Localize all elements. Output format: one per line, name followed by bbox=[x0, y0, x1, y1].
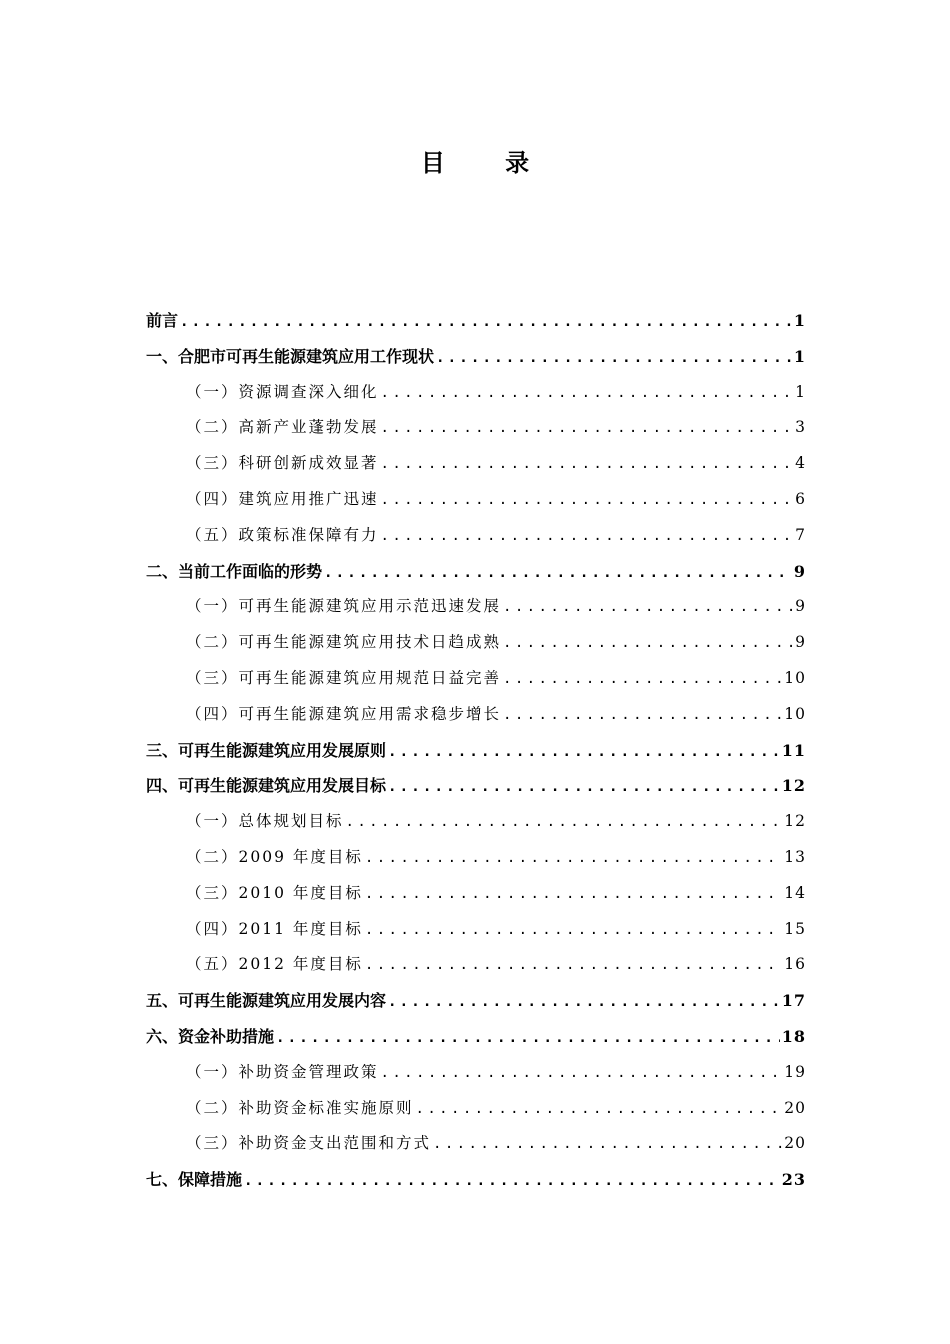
toc-entry-label: （四）2011 年度目标 bbox=[186, 919, 363, 938]
toc-page-number: 3 bbox=[795, 418, 806, 437]
toc-page-number: 13 bbox=[784, 847, 806, 866]
toc-page-number: 16 bbox=[784, 955, 806, 974]
toc-section-entry[interactable] bbox=[146, 876, 806, 912]
toc-section-entry[interactable] bbox=[146, 410, 806, 446]
toc-dot-leader bbox=[501, 626, 793, 662]
toc-section-entry[interactable] bbox=[146, 482, 806, 518]
toc-page-number: 9 bbox=[795, 633, 806, 652]
toc-page-number: 1 bbox=[795, 382, 806, 401]
toc-section-entry[interactable] bbox=[146, 625, 806, 661]
toc-section-entry[interactable] bbox=[146, 1055, 806, 1091]
toc-dot-leader bbox=[501, 590, 793, 626]
toc-page-number: 18 bbox=[781, 1026, 806, 1046]
toc-dot-leader bbox=[379, 1056, 783, 1092]
toc-page-number: 7 bbox=[795, 525, 806, 544]
toc-entry-label: （二）补助资金标准实施原则 bbox=[186, 1098, 414, 1117]
toc-page-number: 11 bbox=[781, 740, 806, 760]
toc-dot-leader bbox=[379, 519, 794, 555]
toc-chapter-entry[interactable] bbox=[146, 339, 806, 375]
toc-entry-label: （三）补助资金支出范围和方式 bbox=[186, 1134, 432, 1153]
toc-dot-leader bbox=[379, 483, 794, 519]
toc-dot-leader bbox=[178, 305, 792, 341]
page-title: 目 录 bbox=[420, 148, 556, 177]
toc-page-number: 17 bbox=[781, 991, 806, 1011]
toc-chapter-entry[interactable] bbox=[146, 303, 806, 339]
toc-entry-label: 六、资金补助措施 bbox=[146, 1026, 275, 1046]
toc-entry-label: 一、合肥市可再生能源建筑应用工作现状 bbox=[146, 346, 435, 366]
toc-entry-label: 二、当前工作面临的形势 bbox=[146, 561, 323, 581]
toc-entry-label: （一）补助资金管理政策 bbox=[186, 1062, 379, 1081]
toc-section-entry[interactable] bbox=[146, 1091, 806, 1127]
toc-section-entry[interactable] bbox=[146, 589, 806, 625]
toc-dot-leader bbox=[242, 1164, 780, 1200]
toc-entry-label: 四、可再生能源建筑应用发展目标 bbox=[146, 776, 387, 796]
toc-dot-leader bbox=[344, 805, 783, 841]
toc-section-entry[interactable] bbox=[146, 804, 806, 840]
toc-page-number: 20 bbox=[784, 1098, 806, 1117]
toc-entry-label: （三）科研创新成效显著 bbox=[186, 454, 379, 473]
table-of-contents bbox=[146, 303, 806, 1198]
toc-dot-leader bbox=[322, 556, 792, 592]
toc-dot-leader bbox=[434, 341, 792, 377]
toc-page-number: 10 bbox=[784, 704, 806, 723]
toc-page-number: 20 bbox=[784, 1134, 806, 1153]
toc-page-number: 12 bbox=[781, 776, 806, 796]
toc-page-number: 1 bbox=[793, 346, 806, 366]
toc-entry-label: （二）2009 年度目标 bbox=[186, 847, 363, 866]
toc-page-number: 14 bbox=[784, 883, 806, 902]
toc-section-entry[interactable] bbox=[146, 518, 806, 554]
toc-section-entry[interactable] bbox=[146, 661, 806, 697]
toc-section-entry[interactable] bbox=[146, 375, 806, 411]
toc-page-number: 6 bbox=[795, 489, 806, 508]
toc-dot-leader bbox=[501, 698, 782, 734]
toc-page-number: 9 bbox=[795, 597, 806, 616]
toc-dot-leader bbox=[379, 447, 794, 483]
toc-section-entry[interactable] bbox=[146, 912, 806, 948]
toc-dot-leader bbox=[386, 770, 780, 806]
toc-dot-leader bbox=[274, 1021, 780, 1057]
toc-dot-leader bbox=[386, 735, 780, 771]
toc-page-number: 19 bbox=[784, 1062, 806, 1081]
toc-chapter-entry[interactable] bbox=[146, 554, 806, 590]
toc-chapter-entry[interactable] bbox=[146, 983, 806, 1019]
toc-entry-label: （一）总体规划目标 bbox=[186, 812, 344, 831]
toc-page-number: 10 bbox=[784, 668, 806, 687]
toc-dot-leader bbox=[363, 841, 782, 877]
toc-chapter-entry[interactable] bbox=[146, 768, 806, 804]
toc-entry-label: 五、可再生能源建筑应用发展内容 bbox=[146, 991, 387, 1011]
toc-entry-label: （一）可再生能源建筑应用示范迅速发展 bbox=[186, 597, 502, 616]
toc-dot-leader bbox=[501, 662, 782, 698]
toc-dot-leader bbox=[414, 1092, 783, 1128]
toc-entry-label: （二）高新产业蓬勃发展 bbox=[186, 418, 379, 437]
toc-entry-label: 三、可再生能源建筑应用发展原则 bbox=[146, 740, 387, 760]
toc-entry-label: （五）政策标准保障有力 bbox=[186, 525, 379, 544]
toc-entry-label: 前言 bbox=[146, 311, 179, 330]
toc-entry-label: 七、保障措施 bbox=[146, 1170, 243, 1190]
toc-page-number: 12 bbox=[784, 812, 806, 831]
toc-entry-label: （一）资源调查深入细化 bbox=[186, 382, 379, 401]
toc-section-entry[interactable] bbox=[146, 697, 806, 733]
toc-entry-label: （五）2012 年度目标 bbox=[186, 955, 363, 974]
toc-dot-leader bbox=[379, 376, 794, 412]
toc-entry-label: （三）2010 年度目标 bbox=[186, 883, 363, 902]
toc-section-entry[interactable] bbox=[146, 947, 806, 983]
toc-chapter-entry[interactable] bbox=[146, 1019, 806, 1055]
toc-entry-label: （四）可再生能源建筑应用需求稳步增长 bbox=[186, 704, 502, 723]
toc-page-number: 4 bbox=[795, 454, 806, 473]
toc-page-number: 9 bbox=[793, 561, 806, 581]
toc-page-number: 1 bbox=[793, 311, 806, 330]
toc-page-number: 23 bbox=[781, 1170, 806, 1190]
toc-dot-leader bbox=[363, 913, 782, 949]
toc-entry-label: （三）可再生能源建筑应用规范日益完善 bbox=[186, 668, 502, 687]
toc-dot-leader bbox=[363, 877, 782, 913]
toc-dot-leader bbox=[386, 985, 780, 1021]
toc-chapter-entry[interactable] bbox=[146, 1162, 806, 1198]
toc-page-number: 15 bbox=[784, 919, 806, 938]
toc-section-entry[interactable] bbox=[146, 840, 806, 876]
toc-chapter-entry[interactable] bbox=[146, 733, 806, 769]
toc-dot-leader bbox=[379, 411, 794, 447]
toc-entry-label: （二）可再生能源建筑应用技术日趋成熟 bbox=[186, 633, 502, 652]
toc-dot-leader bbox=[363, 948, 782, 984]
toc-entry-label: （四）建筑应用推广迅速 bbox=[186, 489, 379, 508]
toc-section-entry[interactable] bbox=[146, 1126, 806, 1162]
toc-dot-leader bbox=[431, 1127, 782, 1163]
toc-section-entry[interactable] bbox=[146, 446, 806, 482]
